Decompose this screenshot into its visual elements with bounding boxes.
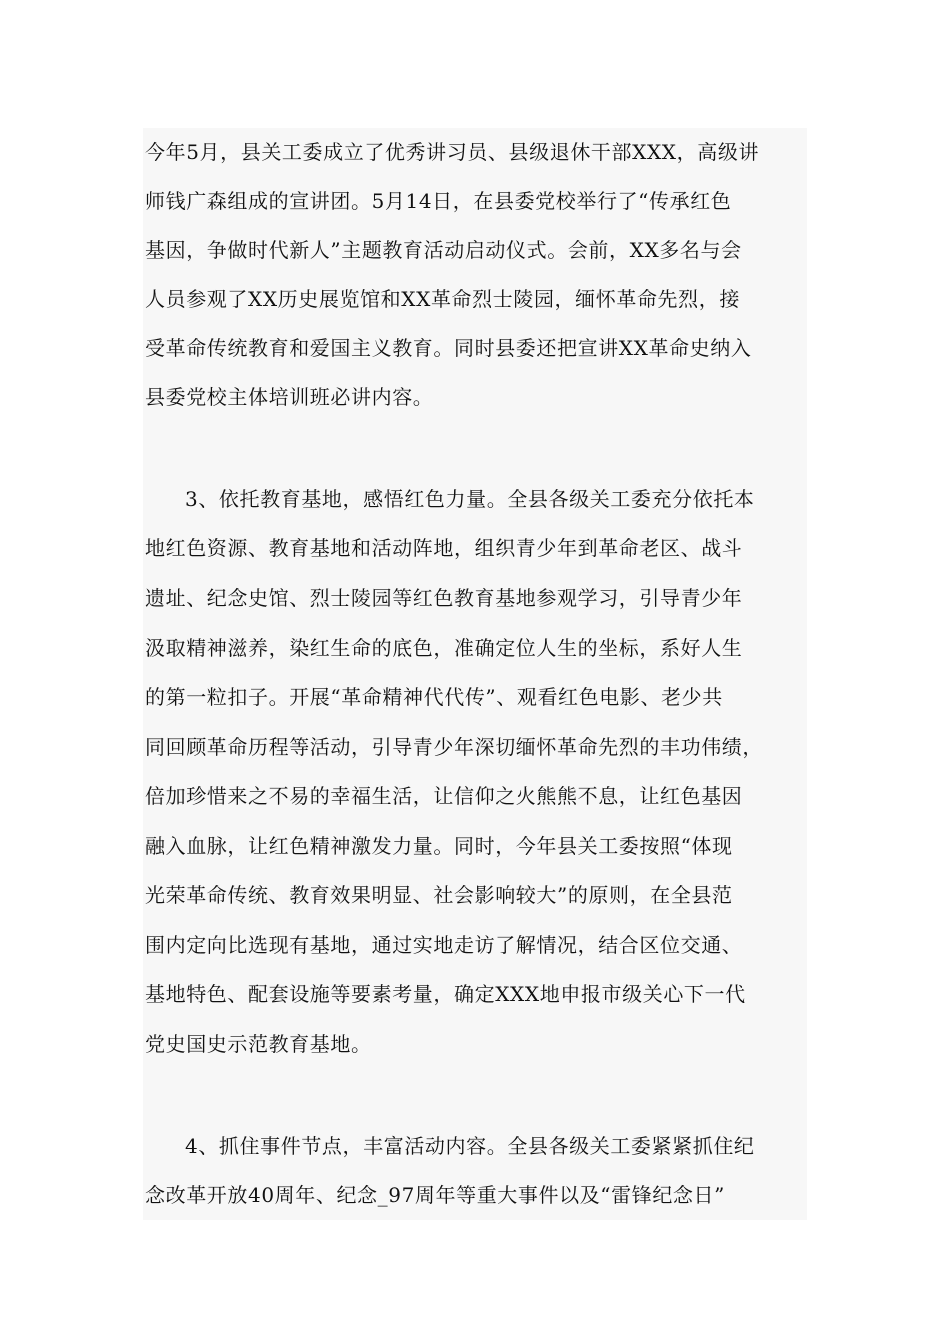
text-line: 围内定向比选现有基地，通过实地走访了解情况，结合区位交通、 (145, 933, 743, 957)
text-line: 念改革开放40周年、纪念_97周年等重大事件以及“雷锋纪念日” (145, 1183, 725, 1207)
text-line: 县委党校主体培训班必讲内容。 (145, 385, 434, 409)
text-line: 同回顾革命历程等活动，引导青少年深切缅怀革命先烈的丰功伟绩， (145, 735, 763, 759)
text-line: 地红色资源、教育基地和活动阵地，组织青少年到革命老区、战斗 (145, 536, 743, 560)
text-line: 4、抓住事件节点，丰富活动内容。全县各级关工委紧紧抓住纪 (185, 1134, 755, 1158)
paragraph-3 (143, 443, 807, 1095)
text-line: 人员参观了XX历史展览馆和XX革命烈士陵园，缅怀革命先烈，接 (145, 287, 740, 311)
text-line: 3、依托教育基地，感悟红色力量。全县各级关工委充分依托本 (185, 487, 755, 511)
text-line: 倍加珍惜来之不易的幸福生活，让信仰之火熊熊不息，让红色基因 (145, 784, 743, 808)
paragraph-intro (143, 128, 807, 443)
text-line: 党史国史示范教育基地。 (145, 1032, 372, 1056)
text-line: 的第一粒扣子。开展“革命精神代代传”、观看红色电影、老少共 (145, 685, 723, 709)
text-line: 光荣革命传统、教育效果明显、社会影响较大”的原则，在全县范 (145, 883, 733, 907)
text-line: 师钱广森组成的宣讲团。5月14日，在县委党校举行了“传承红色 (145, 189, 732, 213)
text-line: 受革命传统教育和爱国主义教育。同时县委还把宣讲XX革命史纳入 (145, 336, 752, 360)
text-line: 基地特色、配套设施等要素考量，确定XXX地申报市级关心下一代 (145, 982, 746, 1006)
paragraph-4 (143, 1095, 807, 1220)
text-line: 遗址、纪念史馆、烈士陵园等红色教育基地参观学习，引导青少年 (145, 586, 743, 610)
text-line: 汲取精神滋养，染红生命的底色，准确定位人生的坐标，系好人生 (145, 636, 743, 660)
text-line: 基因，争做时代新人”主题教育活动启动仪式。会前，XX多名与会 (145, 238, 742, 262)
text-line: 今年5月，县关工委成立了优秀讲习员、县级退休干部XXX，高级讲 (145, 140, 760, 164)
text-line: 融入血脉，让红色精神激发力量。同时，今年县关工委按照“体现 (145, 834, 733, 858)
